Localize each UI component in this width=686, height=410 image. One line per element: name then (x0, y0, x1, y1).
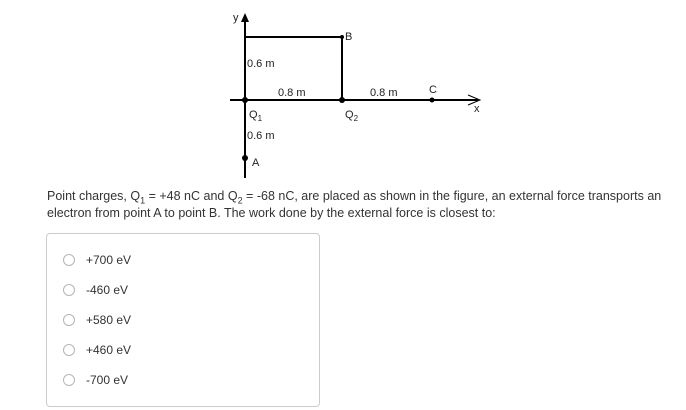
radio-button[interactable] (63, 374, 75, 386)
charge-q2-label: $Q_2$ (345, 109, 359, 123)
charge-q2-dot (339, 97, 345, 103)
point-b-label: B (345, 31, 353, 43)
question-text: Point charges, $Q_1 = +48$ nC and $Q_2 = -68$ nC, are placed as shown in the figure, an external force transports an electron from point A to point B. The work done by the external force is closest to: (47, 189, 662, 220)
point-c-dot (430, 98, 435, 103)
point-b-dot (340, 35, 344, 39)
dimension-lower-left: 0.6 m (247, 130, 275, 142)
x-axis-label: x (474, 103, 480, 115)
answer-option-label: +700 eV (86, 253, 132, 267)
point-a-dot (242, 155, 248, 161)
charge-diagram (0, 0, 686, 180)
radio-button[interactable] (63, 284, 75, 296)
answer-option[interactable] (63, 250, 131, 270)
answer-option-label: -700 eV (86, 373, 129, 387)
charge-q1-label: $Q_1$ (249, 109, 263, 123)
answer-option[interactable] (63, 370, 128, 390)
y-axis-arrow (241, 13, 249, 22)
answer-option-label: +580 eV (86, 313, 132, 327)
y-axis-label: y (233, 12, 239, 24)
dimension-q2-c: 0.8 m (370, 87, 398, 99)
dimension-q1-q2: 0.8 m (278, 87, 306, 99)
charge-q1-dot (242, 97, 248, 103)
point-a-label: A (252, 157, 260, 169)
answer-options (46, 233, 320, 407)
radio-button[interactable] (63, 344, 75, 356)
answer-option[interactable] (63, 340, 131, 360)
answer-option-label: -460 eV (86, 283, 129, 297)
answer-option[interactable] (63, 280, 128, 300)
answer-option[interactable] (63, 310, 131, 330)
dimension-upper-left: 0.6 m (247, 58, 275, 70)
point-c-label: C (429, 84, 437, 96)
radio-button[interactable] (63, 254, 75, 266)
answer-option-label: +460 eV (86, 343, 132, 357)
radio-button[interactable] (63, 314, 75, 326)
